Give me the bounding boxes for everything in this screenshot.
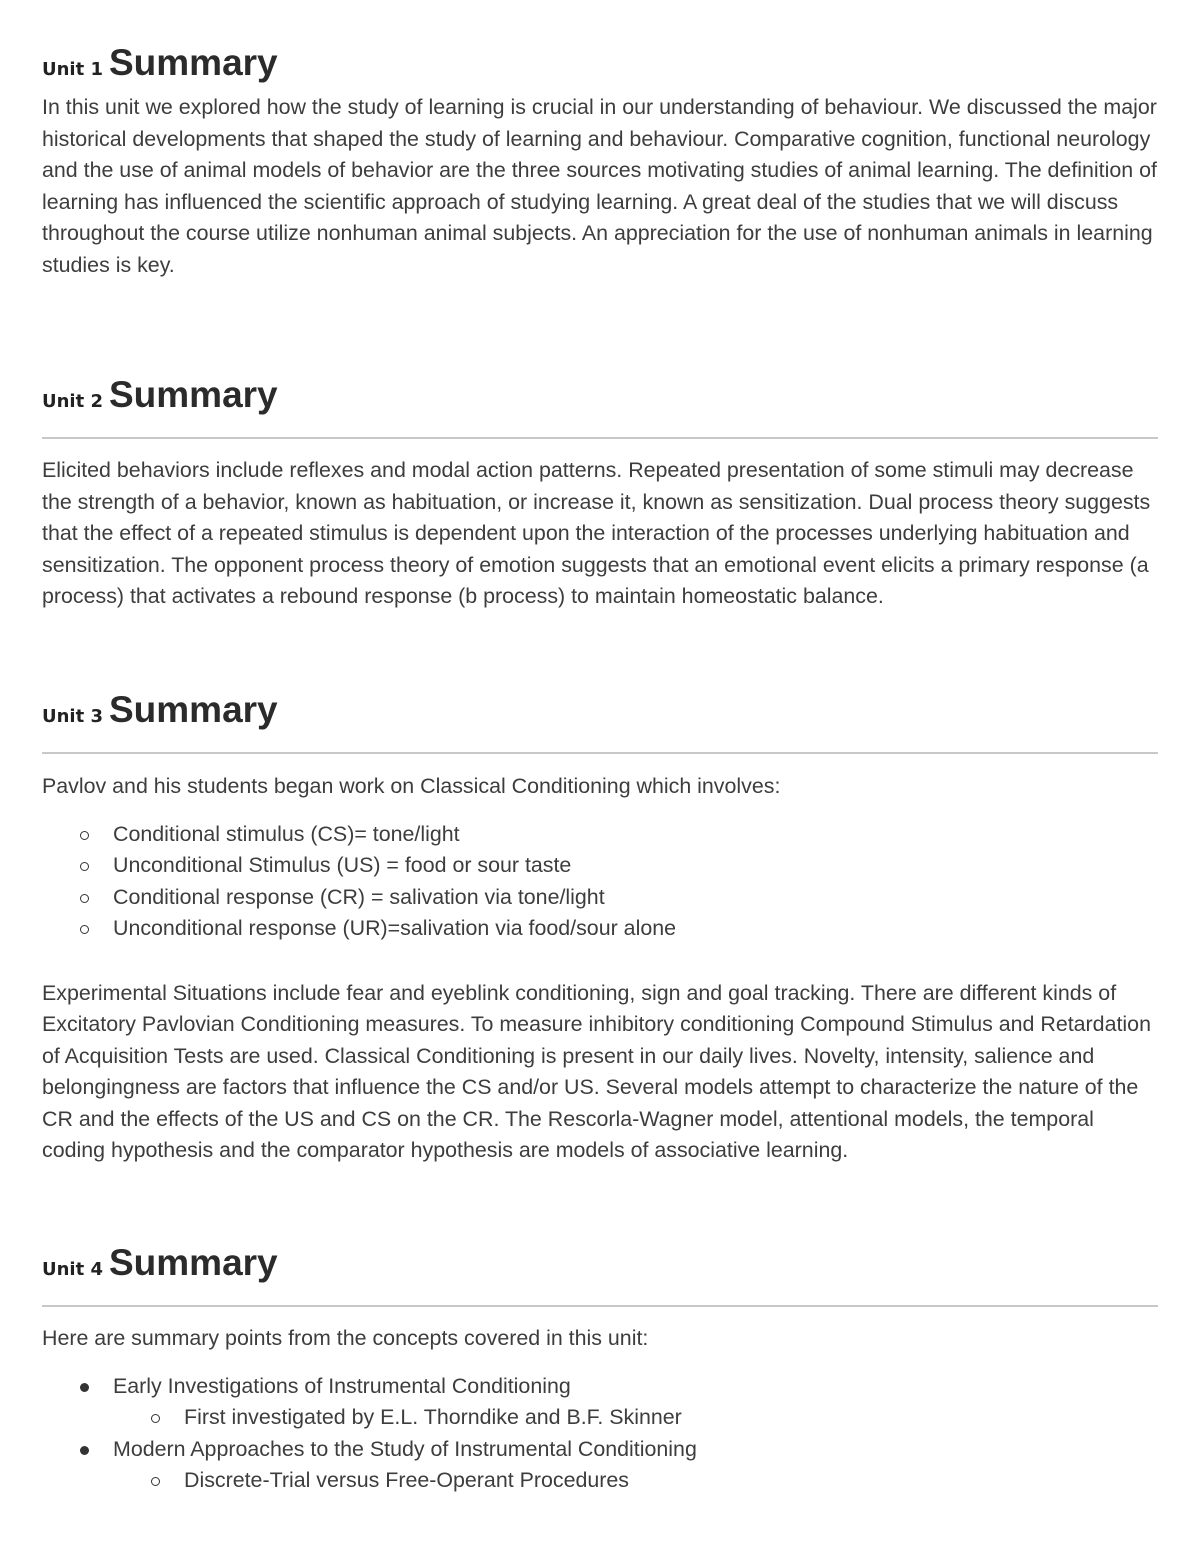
unit-label: Unit 2 <box>42 391 103 412</box>
list-item-text: Conditional stimulus (CS)= tone/light <box>113 821 460 846</box>
list-item <box>42 1371 1158 1403</box>
list-item-text: Unconditional response (UR)=salivation via food/sour alone <box>113 916 677 940</box>
unit-3-intro: Pavlov and his students began work on Classical Conditioning which involves: <box>42 774 781 798</box>
solid-bullet-icon <box>80 1446 89 1455</box>
unit-4-section <box>42 1244 1158 1497</box>
unit-4-list <box>42 1371 1158 1497</box>
list-item <box>42 819 1158 851</box>
summary-label: Summary <box>109 689 278 730</box>
unit-2-heading <box>42 376 1158 413</box>
section-divider <box>42 437 1158 439</box>
section-divider <box>42 1305 1158 1307</box>
unit-label: Unit 4 <box>42 1259 103 1280</box>
summary-label: Summary <box>109 1242 278 1283</box>
unit-3-list <box>42 819 1158 945</box>
hollow-bullet-icon <box>151 1477 160 1486</box>
sub-list-item <box>42 1465 1158 1497</box>
unit-4-heading <box>42 1244 1158 1281</box>
solid-bullet-icon <box>80 1383 89 1392</box>
list-item-text: Conditional response (CR) = salivation via tone/light <box>113 884 605 909</box>
list-item <box>42 913 1158 945</box>
section-divider <box>42 752 1158 754</box>
sub-list-item-text: First investigated by E.L. Thorndike and B.F. Skinner <box>184 1405 682 1429</box>
unit-1-paragraph: In this unit we explored how the study of learning is crucial in our understanding of behaviour. We discussed the major historical developments that shaped the study of learning and behaviour. Comparative cognition, functional neurology and the use of animal models of behavior are the three sources motivating studies of animal learning. The definition of learning has influenced the scientific approach of studying learning. A great deal of the studies that we will discuss throughout the course utilize nonhuman animal subjects. An appreciation for the use of nonhuman animals in learning studies is key. <box>42 95 1157 277</box>
summary-label: Summary <box>109 374 278 415</box>
list-item-text: Early Investigations of Instrumental Conditioning <box>113 1373 571 1398</box>
unit-2-paragraph: Elicited behaviors include reflexes and modal action patterns. Repeated presentation of some stimuli may decrease the strength of a behavior, known as habituation, or increase it, known as sensitization. Dual process theory suggests that the effect of a repeated stimulus is dependent upon the interaction of the processes underlying habituation and sensitization. The opponent process theory of emotion suggests that an emotional event elicits a primary response (a process) that activates a rebound response (b process) to maintain homeostatic balance. <box>42 458 1151 608</box>
hollow-bullet-icon <box>151 1414 160 1423</box>
list-item <box>42 882 1158 914</box>
hollow-bullet-icon <box>80 831 89 840</box>
unit-3-heading <box>42 691 1158 728</box>
list-item <box>42 850 1158 882</box>
unit-3-paragraph: Experimental Situations include fear and eyeblink conditioning, sign and goal tracking. There are different kinds of Excitatory Pavlovian Conditioning measures. To measure inhibitory conditioning Compound Stimulus and Retardation of Acquisition Tests are used. Classical Conditioning is present in our daily lives. Novelty, intensity, salience and belongingness are factors that influence the CS and/or US. Several models attempt to characterize the nature of the CR and the effects of the US and CS on the CR. The Rescorla-Wagner model, attentional models, the temporal coding hypothesis and the comparator hypothesis are models of associative learning. <box>42 980 1151 1162</box>
summary-label: Summary <box>109 42 278 83</box>
unit-2-section <box>42 376 1158 613</box>
unit-3-section <box>42 691 1158 1167</box>
sub-list-item <box>42 1402 1158 1434</box>
unit-label: Unit 3 <box>42 706 103 727</box>
unit-label: Unit 1 <box>42 59 103 80</box>
list-item-text: Modern Approaches to the Study of Instrumental Conditioning <box>113 1436 697 1461</box>
list-item-text: Unconditional Stimulus (US) = food or sour taste <box>113 853 572 877</box>
hollow-bullet-icon <box>80 925 89 934</box>
unit-4-intro: Here are summary points from the concepts covered in this unit: <box>42 1326 649 1350</box>
unit-1-section <box>42 44 1158 281</box>
hollow-bullet-icon <box>80 862 89 871</box>
list-item <box>42 1434 1158 1466</box>
hollow-bullet-icon <box>80 894 89 903</box>
unit-1-heading <box>42 44 1158 81</box>
sub-list-item-text: Discrete-Trial versus Free-Operant Procedures <box>184 1468 629 1492</box>
